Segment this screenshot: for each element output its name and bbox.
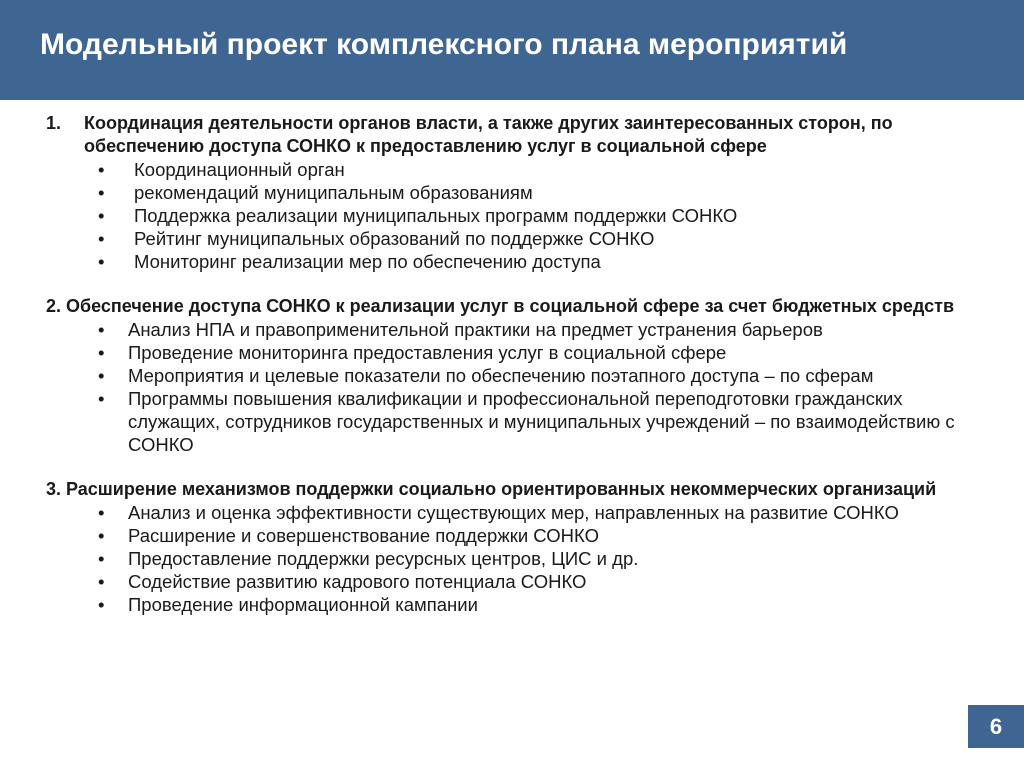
list-item [46, 158, 981, 181]
list-item-text: Проведение мониторинга предоставления услуг в социальной сфере [128, 342, 727, 363]
list-item-text: Расширение и совершенствование поддержки СОНКО [128, 525, 599, 546]
section-1-title: Координация деятельности органов власти, а также других заинтересованных сторон, по обеспечению доступа СОНКО к предоставлению услуг в социальной сфере [84, 113, 893, 156]
list-item-text: рекомендаций муниципальным образованиям [134, 182, 533, 203]
bullet-icon: • [98, 525, 105, 546]
bullet-icon: • [98, 251, 105, 272]
list-item-text: Программы повышения квалификации и профессиональной переподготовки гражданских служащих, сотрудников государственных и муниципальных учреждений – по взаимодействию с СОНКО [128, 388, 955, 455]
slide-header [0, 0, 1024, 100]
list-item [46, 250, 981, 273]
list-item-text: Содействие развитию кадрового потенциала СОНКО [128, 571, 587, 592]
list-item [46, 570, 981, 593]
page-number-badge [968, 705, 1024, 748]
bullet-icon: • [98, 182, 105, 203]
section-1-number: 1. [46, 113, 62, 133]
list-item [46, 593, 981, 616]
bullet-icon: • [98, 502, 105, 523]
bullet-icon: • [98, 365, 105, 386]
section-2 [46, 295, 981, 456]
list-item [46, 341, 981, 364]
section-2-list [46, 318, 981, 456]
section-3 [46, 478, 981, 616]
list-item [46, 227, 981, 250]
list-item-text: Предоставление поддержки ресурсных центров, ЦИС и др. [128, 548, 639, 569]
page-number: 6 [989, 713, 1003, 739]
list-item-text: Поддержка реализации муниципальных программ поддержки СОНКО [134, 205, 738, 226]
section-2-title: 2. Обеспечение доступа СОНКО к реализации услуг в социальной сфере за счет бюджетных средств [46, 296, 955, 316]
section-1-heading [46, 112, 981, 158]
list-item-text: Анализ НПА и правоприменительной практики на предмет устранения барьеров [128, 319, 823, 340]
bullet-icon: • [98, 342, 105, 363]
list-item-text: Проведение информационной кампании [128, 594, 478, 615]
section-3-list [46, 501, 981, 616]
bullet-icon: • [98, 388, 105, 409]
section-1-list [46, 158, 981, 273]
list-item [46, 387, 981, 456]
list-item-text: Анализ и оценка эффективности существующих мер, направленных на развитие СОНКО [128, 502, 899, 523]
slide-title: Модельный проект комплексного плана мероприятий [40, 28, 848, 61]
bullet-icon: • [98, 228, 105, 249]
section-3-title: 3. Расширение механизмов поддержки социально ориентированных некоммерческих организаций [46, 479, 937, 499]
list-item-text: Мониторинг реализации мер по обеспечению доступа [134, 251, 601, 272]
list-item [46, 181, 981, 204]
bullet-icon: • [98, 571, 105, 592]
list-item-text: Мероприятия и целевые показатели по обеспечению поэтапного доступа – по сферам [128, 365, 874, 386]
bullet-icon: • [98, 205, 105, 226]
bullet-icon: • [98, 548, 105, 569]
list-item [46, 501, 981, 524]
list-item-text: Координационный орган [134, 159, 345, 180]
list-item [46, 318, 981, 341]
list-item [46, 547, 981, 570]
bullet-icon: • [98, 319, 105, 340]
section-1 [46, 112, 981, 273]
slide-content [46, 112, 981, 638]
bullet-icon: • [98, 159, 105, 180]
list-item-text: Рейтинг муниципальных образований по поддержке СОНКО [134, 228, 655, 249]
list-item [46, 204, 981, 227]
list-item [46, 524, 981, 547]
bullet-icon: • [98, 594, 105, 615]
list-item [46, 364, 981, 387]
